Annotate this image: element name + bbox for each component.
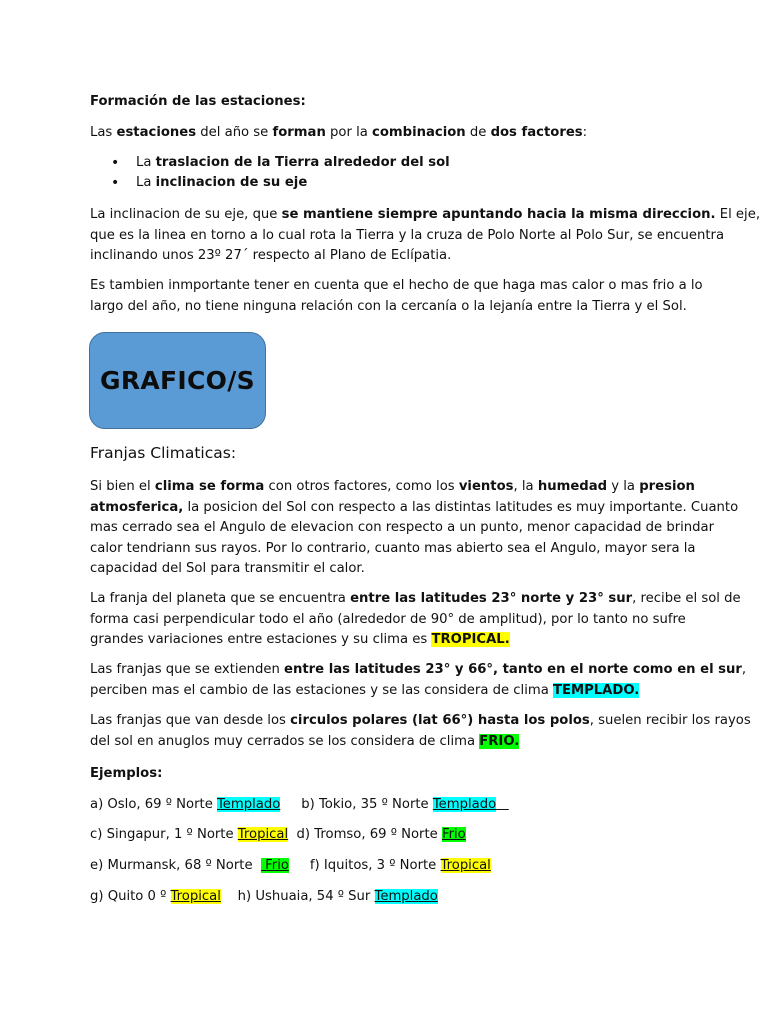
- climate-tag: Tropical: [170, 889, 221, 904]
- climate-tag: Tropical: [440, 858, 491, 873]
- grafico-callout: [89, 332, 266, 429]
- frio-paragraph: Las franjas que van desde los circulos polares (lat 66°) hasta los polos, suelen recibir los rayos del sol en anuglos muy cerrados se los considera de clima FRIO.: [90, 713, 751, 749]
- climate-tag: Tropical: [237, 827, 289, 842]
- list-item: • La traslacion de la Tierra alrededor del sol: [90, 153, 450, 173]
- templado-highlight: TEMPLADO.: [552, 682, 640, 698]
- climate-tag: Frio: [260, 858, 289, 873]
- climate-tag: Templado: [432, 797, 497, 812]
- inclination-paragraph: La inclinacion de su eje, que se mantiene siempre apuntando hacia la misma direccion. El eje, que es la linea en torno a lo cual rota la Tierra y la cruza de Polo Norte al Polo Sur, se encuentra inclinando unos 23º 27´ respecto al Plano de Eclípatia.: [90, 207, 761, 264]
- example-row: a) Oslo, 69 º Norte Templado b) Tokio, 35 º Norte Templado: [90, 797, 497, 812]
- list-item: • La inclinacion de su eje: [90, 173, 450, 193]
- example-row: c) Singapur, 1 º Norte Tropical d) Tromso, 69 º Norte Frio: [90, 827, 466, 842]
- tropical-highlight: TROPICAL.: [431, 632, 510, 648]
- climate-tag: Frio: [441, 827, 466, 842]
- section-heading-estaciones: Formación de las estaciones:: [90, 94, 306, 109]
- templado-paragraph: Las franjas que se extienden entre las latitudes 23° y 66°, tanto en el norte como en el sur, perciben mas el cambio de las estaciones y se las considera de clima TEMPLADO.: [90, 662, 747, 698]
- factors-list: [90, 153, 450, 194]
- frio-highlight: FRIO.: [479, 733, 520, 749]
- climate-tag: Templado: [374, 889, 438, 904]
- tropical-paragraph: La franja del planeta que se encuentra entre las latitudes 23° norte y 23° sur, recibe el sol de forma casi perpendicular todo el año (alrededor de 90° de amplitud), por lo tanto no sufre grandes variaciones entre estaciones y su clima es TROPICAL.: [90, 591, 741, 648]
- climate-tag: Templado: [217, 797, 281, 812]
- intro-paragraph: Las estaciones del año se forman por la combinacion de dos factores:: [90, 125, 588, 140]
- climate-paragraph: Si bien el clima se forma con otros factores, como los vientos, la humedad y la presion atmosferica, la posicion del Sol con respecto a las distintas latitudes es muy importante. Cuanto mas cerrado sea el Angulo de elevacion con respecto a un punto, menor capacidad de brindar calor tendriann sus rayos. Por lo contrario, cuanto mas abierto sea el Angulo, mayor sera la capacidad del Sol para transmitir el calor.: [90, 479, 739, 577]
- examples-heading: Ejemplos:: [90, 766, 163, 781]
- section-heading-franjas: Franjas Climaticas:: [90, 444, 237, 462]
- distance-paragraph: Es tambien inmportante tener en cuenta que el hecho de que haga mas calor o mas frio a lo largo del año, no tiene ninguna relación con la cercanía o la lejanía entre la Tierra y el Sol.: [90, 278, 703, 314]
- callout-label: GRAFICO/S: [100, 366, 255, 395]
- example-row: e) Murmansk, 68 º Norte Frio f) Iquitos, 3 º Norte Tropical: [90, 858, 491, 873]
- example-row: g) Quito 0 º Tropical h) Ushuaia, 54 º Sur Templado: [90, 889, 438, 904]
